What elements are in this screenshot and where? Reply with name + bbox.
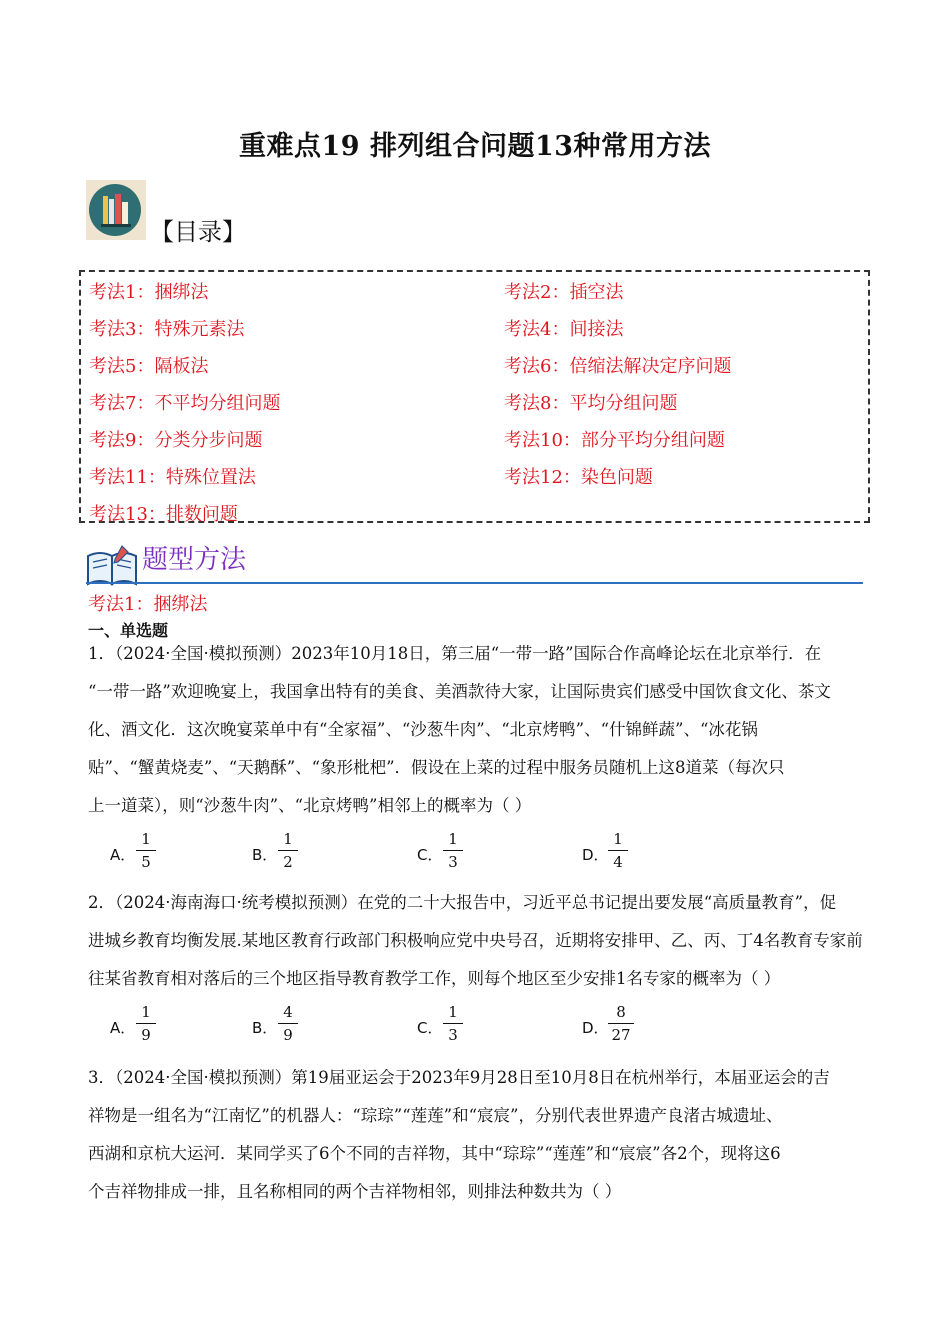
option-label: B． <box>252 846 278 864</box>
question-1-line: 化、酒文化．这次晚宴菜单中有“全家福”、“沙葱牛肉”、“北京烤鸭”、“什锦鲜蔬”、“冰花锅 <box>88 720 758 739</box>
fraction: $\frac{1}{5}$ <box>136 830 156 871</box>
question-1-line: 1．（2024·全国·模拟预测）2023年10月18日，第三届“一带一路”国际合作高峰论坛在北京举行．在 <box>88 644 822 663</box>
fraction: $\frac{1}{2}$ <box>278 830 298 871</box>
fraction: $\frac{4}{9}$ <box>278 1003 298 1044</box>
toc-item[interactable]: 考法9：分类分步问题 <box>89 430 263 451</box>
toc-item[interactable]: 考法5：隔板法 <box>89 356 209 377</box>
toc-item[interactable]: 考法4：间接法 <box>504 319 624 340</box>
toc-item[interactable]: 考法2：插空法 <box>504 282 624 303</box>
toc-box <box>79 270 870 523</box>
option-label: B． <box>252 1019 278 1037</box>
method-title: 考法1：捆绑法 <box>88 594 208 615</box>
toc-item[interactable]: 考法3：特殊元素法 <box>89 319 245 340</box>
question-2-line: 2．（2024·海南海口·统考模拟预测）在党的二十大报告中，习近平总书记提出要发展“高质量教育”，促 <box>88 893 837 912</box>
sub-heading: 一、单选题 <box>88 621 169 640</box>
question-2-line: 进城乡教育均衡发展.某地区教育行政部门积极响应党中央号召，近期将安排甲、乙、丙、丁4名教育专家前 <box>88 931 863 950</box>
page-title: 重难点19 排列组合问题13种常用方法 <box>238 131 712 162</box>
option-label: C． <box>417 846 443 864</box>
question-2-line: 往某省教育相对落后的三个地区指导教育教学工作，则每个地区至少安排1名专家的概率为（ ） <box>88 969 781 988</box>
toc-item[interactable]: 考法10：部分平均分组问题 <box>504 430 725 451</box>
fraction: $\frac{1}{9}$ <box>136 1003 156 1044</box>
option-label: C． <box>417 1019 443 1037</box>
option-label: D． <box>582 1019 609 1037</box>
toc-heading: 【目录】 <box>150 218 246 246</box>
book-stack-icon <box>86 180 146 240</box>
toc-item[interactable]: 考法8：平均分组问题 <box>504 393 678 414</box>
question-1-line: “一带一路”欢迎晚宴上，我国拿出特有的美食、美酒款待大家，让国际贵宾们感受中国饮食文化、茶文 <box>88 682 831 701</box>
toc-item[interactable]: 考法11：特殊位置法 <box>89 467 256 488</box>
toc-item[interactable]: 考法13：排数问题 <box>89 504 238 525</box>
question-1-options <box>110 830 810 876</box>
question-3-line: 祥物是一组名为“江南忆”的机器人：“琮琮”“莲莲”和“宸宸”，分别代表世界遗产良渚古城遗址、 <box>88 1106 783 1125</box>
option-label: D． <box>582 846 609 864</box>
fraction: $\frac{1}{4}$ <box>608 830 628 871</box>
fraction: $\frac{1}{3}$ <box>443 1003 463 1044</box>
option-label: A． <box>110 1019 136 1037</box>
question-2-options <box>110 1003 810 1049</box>
question-1-line: 上一道菜），则“沙葱牛肉”、“北京烤鸭”相邻上的概率为（ ） <box>88 796 532 815</box>
toc-item[interactable]: 考法6：倍缩法解决定序问题 <box>504 356 732 377</box>
toc-item[interactable]: 考法7：不平均分组问题 <box>89 393 281 414</box>
option-label: A． <box>110 846 136 864</box>
question-3-line: 个吉祥物排成一排，且名称相同的两个吉祥物相邻，则排法种数共为（ ） <box>88 1182 622 1201</box>
fraction: $\frac{8}{27}$ <box>608 1003 634 1044</box>
section-title: 题型方法 <box>142 545 247 575</box>
question-3-line: 3．（2024·全国·模拟预测）第19届亚运会于2023年9月28日至10月8日在杭州举行，本届亚运会的吉 <box>88 1068 830 1087</box>
fraction: $\frac{1}{3}$ <box>443 830 463 871</box>
toc-item[interactable]: 考法1：捆绑法 <box>89 282 209 303</box>
section-divider <box>86 582 863 584</box>
toc-item[interactable]: 考法12：染色问题 <box>504 467 653 488</box>
question-1-line: 贴”、“蟹黄烧麦”、“天鹅酥”、“象形枇杷”．假设在上菜的过程中服务员随机上这8道菜（每次只 <box>88 758 785 777</box>
question-3-line: 西湖和京杭大运河．某同学买了6个不同的吉祥物，其中“琮琮”“莲莲”和“宸宸”各2个，现将这6 <box>88 1144 781 1163</box>
